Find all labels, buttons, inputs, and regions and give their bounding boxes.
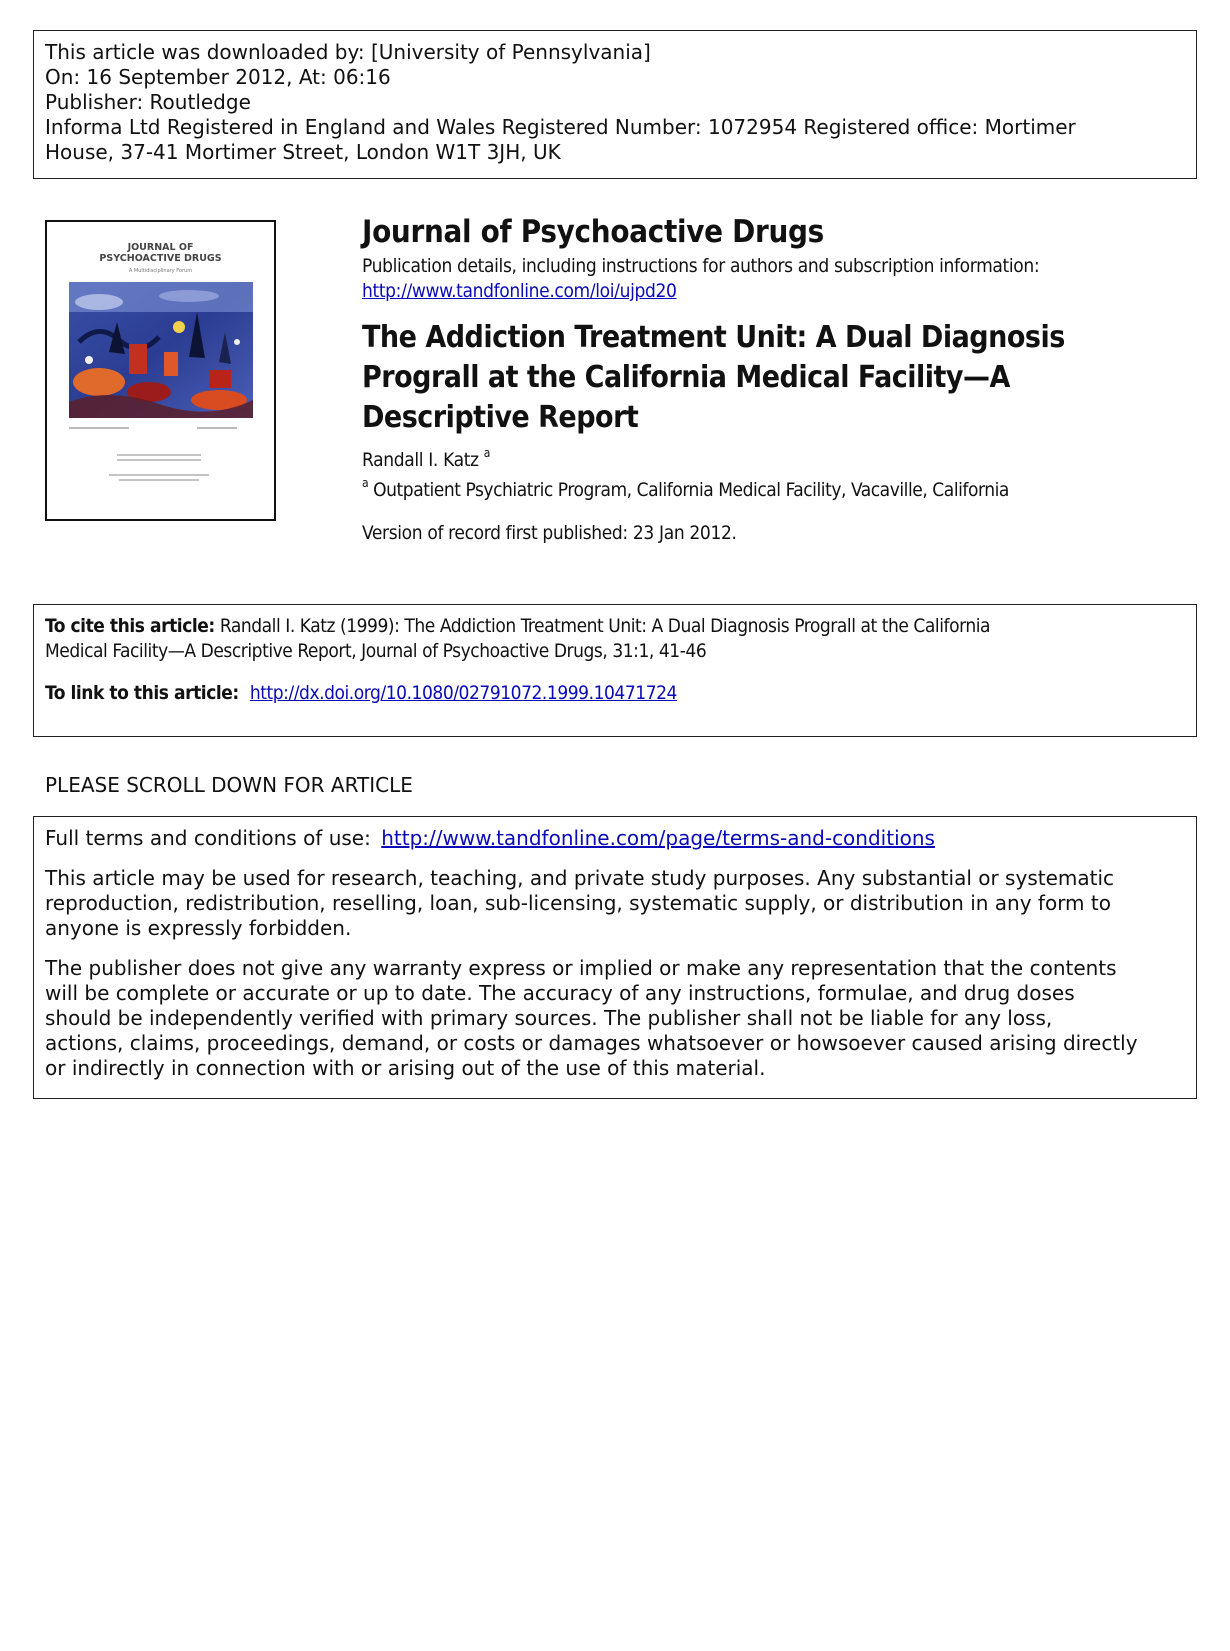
journal-title: Journal of Psychoactive Drugs — [362, 214, 824, 250]
citation-text-line2: Medical Facility—A Descriptive Report, Journal of Psychoactive Drugs, 31:1, 41-46 — [45, 640, 707, 662]
terms-box — [33, 816, 1197, 1099]
disclaimer-line: The publisher does not give any warranty express or implied or make any representation that the contents — [45, 956, 1117, 980]
cite-text: Randall I. Katz (1999): The Addiction Treatment Unit: A Dual Diagnosis Prograll at the California — [219, 615, 991, 637]
publication-details: Publication details, including instructions for authors and subscription information: — [362, 255, 1040, 277]
cover-title-line2: PSYCHOACTIVE DRUGS — [99, 253, 222, 264]
author-name: Randall I. Katz — [362, 449, 479, 471]
disclaimer-line: or indirectly in connection with or arising out of the use of this material. — [45, 1056, 766, 1080]
disclaimer-line: actions, claims, proceedings, demand, or costs or damages whatsoever or howsoever caused arising directly — [45, 1031, 1138, 1055]
affiliation-marker: a — [362, 476, 369, 490]
article-title-line: Prograll at the California Medical Facility—A — [362, 360, 1010, 395]
author — [362, 446, 491, 471]
journal-url-link[interactable]: http://www.tandfonline.com/loi/ujpd20 — [362, 280, 677, 302]
usage-paragraph — [45, 866, 1185, 941]
cite-label: To cite this article: — [45, 615, 215, 637]
address-line: House, 37-41 Mortimer Street, London W1T 3JH, UK — [45, 140, 561, 164]
disclaimer-line: will be complete or accurate or up to date. The accuracy of any instructions, formulae, and drug doses — [45, 981, 1075, 1005]
affiliation — [362, 476, 1009, 501]
terms-row — [45, 826, 1185, 851]
cover-subtitle: A Multidisciplinary Forum — [128, 268, 193, 274]
usage-line: anyone is expressly forbidden. — [45, 916, 352, 940]
download-date-line: On: 16 September 2012, At: 06:16 — [45, 65, 391, 89]
terms-label: Full terms and conditions of use: — [45, 826, 371, 850]
disclaimer-line: should be independently verified with primary sources. The publisher shall not be liable for any loss, — [45, 1006, 1053, 1030]
article-title-line: The Addiction Treatment Unit: A Dual Diagnosis — [362, 320, 1065, 355]
usage-line: This article may be used for research, teaching, and private study purposes. Any substantial or systematic — [45, 866, 1115, 890]
publisher-line: Publisher: Routledge — [45, 90, 251, 114]
registration-line: Informa Ltd Registered in England and Wales Registered Number: 1072954 Registered office: Mortimer — [45, 115, 1076, 139]
scroll-notice: PLEASE SCROLL DOWN FOR ARTICLE — [45, 773, 413, 797]
affiliation-text: Outpatient Psychiatric Program, California Medical Facility, Vacaville, California — [373, 479, 1009, 501]
journal-cover-image — [45, 220, 276, 521]
citation-line — [45, 614, 1185, 639]
doi-link[interactable]: http://dx.doi.org/10.1080/02791072.1999.10471724 — [249, 682, 677, 704]
cover-title-line1: JOURNAL OF — [127, 242, 194, 253]
author-affiliation-marker: a — [483, 446, 491, 460]
usage-line: reproduction, redistribution, reselling, loan, sub-licensing, systematic supply, or distribution in any form to — [45, 891, 1111, 915]
disclaimer-paragraph — [45, 956, 1185, 1081]
download-notice-line: This article was downloaded by: [University of Pennsylvania] — [45, 40, 651, 64]
citation-box — [33, 604, 1197, 737]
version-of-record: Version of record first published: 23 Jan 2012. — [362, 522, 737, 544]
article-title — [362, 318, 1182, 438]
cover-artwork — [69, 282, 253, 418]
download-notice-box — [33, 30, 1197, 179]
article-title-line: Descriptive Report — [362, 400, 639, 435]
link-row — [45, 681, 1185, 706]
terms-link[interactable]: http://www.tandfonline.com/page/terms-and-conditions — [381, 826, 935, 850]
link-label: To link to this article: — [45, 682, 239, 704]
